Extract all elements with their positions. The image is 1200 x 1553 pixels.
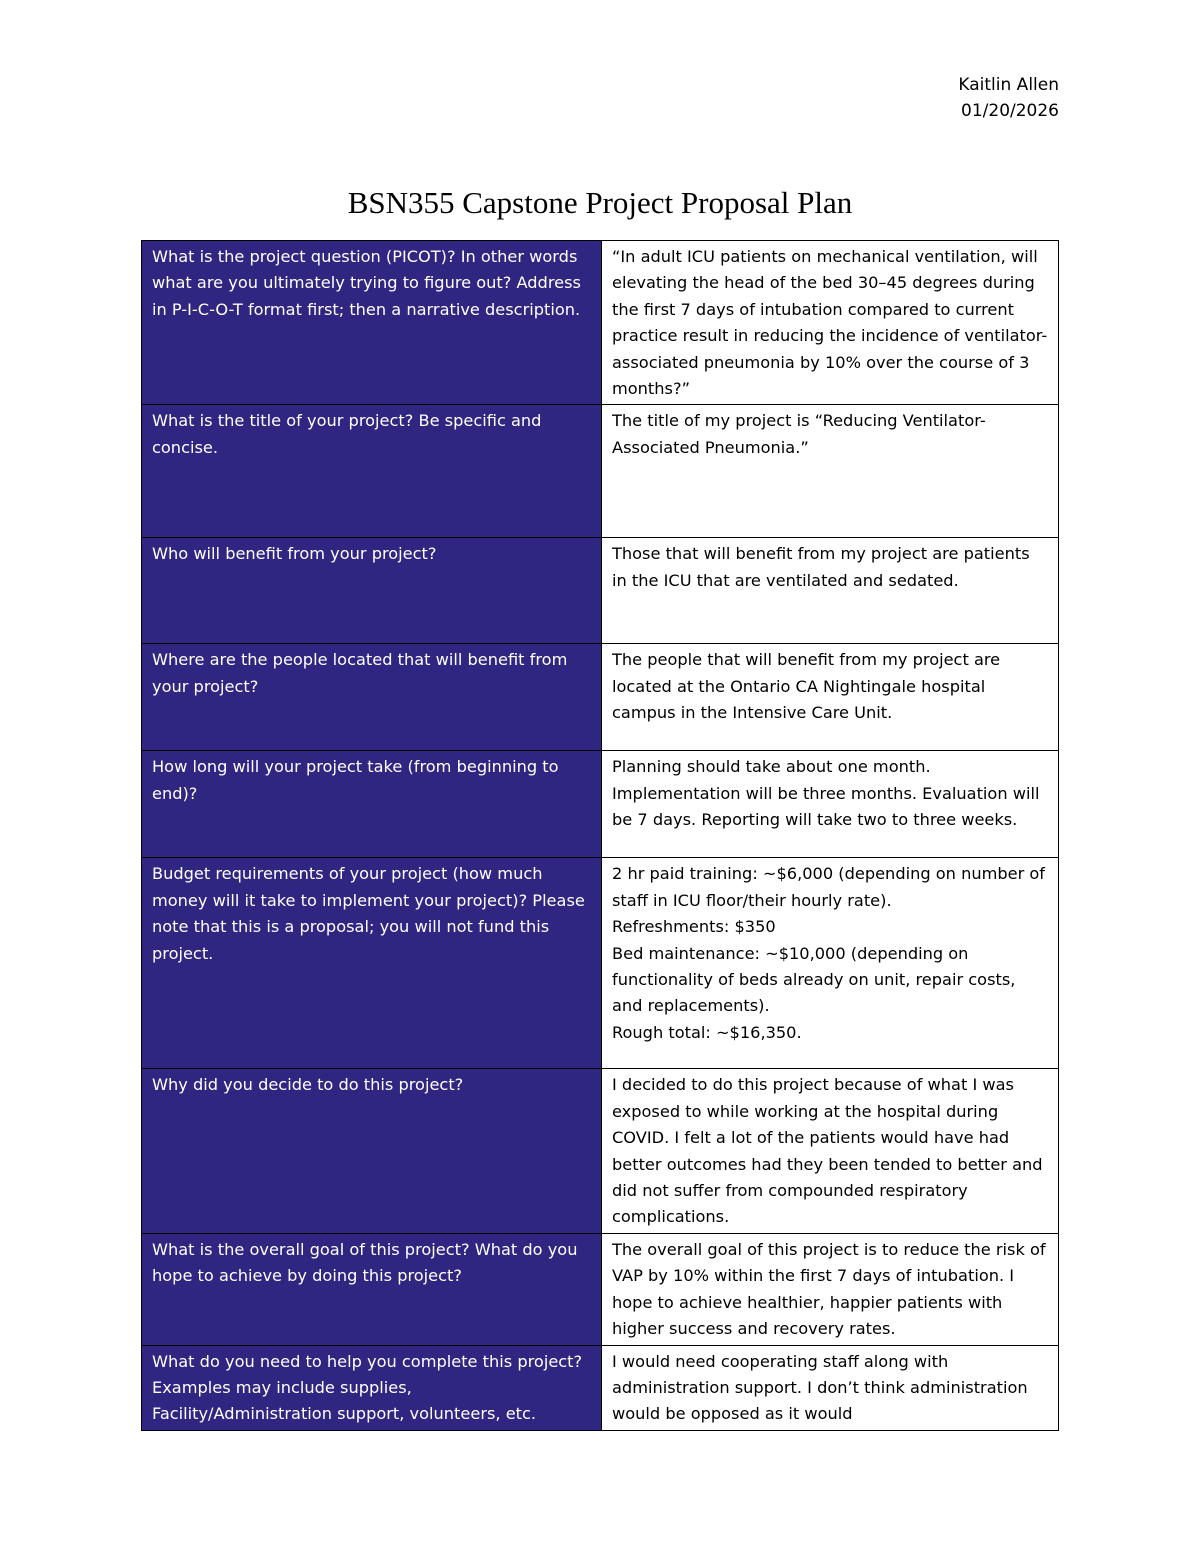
table-row [142,1233,1059,1345]
table-row [142,644,1059,751]
document-title: BSN355 Capstone Project Proposal Plan [347,185,853,220]
author-name: Kaitlin Allen [958,75,1059,95]
table-row [142,1069,1059,1233]
table-row [142,538,1059,644]
table-row [142,1345,1059,1430]
answer-cell: The people that will benefit from my project are located at the Ontario CA Nightingale hospital campus in the Intensive Care Unit. [602,644,1059,751]
question-cell: Budget requirements of your project (how much money will it take to implement your project)? Please note that this is a proposal; you will not fund this project. [142,858,602,1069]
answer-cell: “In adult ICU patients on mechanical ventilation, will elevating the head of the bed 30–45 degrees during the first 7 days of intubation compared to current practice result in reducing the incidence of ventilator-associated pneumonia by 10% over the course of 3 months?” [602,241,1059,405]
answer-cell: I would need cooperating staff along with administration support. I don’t think administration would be opposed as it would [602,1345,1059,1430]
document-date: 01/20/2026 [961,101,1059,121]
question-cell: Where are the people located that will benefit from your project? [142,644,602,751]
question-cell: What is the project question (PICOT)? In other words what are you ultimately trying to figure out? Address in P-I-C-O-T format first; then a narrative description. [142,241,602,405]
table-row [142,405,1059,538]
table-row [142,858,1059,1069]
question-cell: What is the overall goal of this project? What do you hope to achieve by doing this project? [142,1233,602,1345]
question-cell: What is the title of your project? Be specific and concise. [142,405,602,538]
author-header [958,72,1059,124]
answer-cell: The title of my project is “Reducing Ventilator-Associated Pneumonia.” [602,405,1059,538]
answer-cell: Planning should take about one month. Implementation will be three months. Evaluation will be 7 days. Reporting will take two to three weeks. [602,751,1059,858]
table-row [142,241,1059,405]
question-cell: Who will benefit from your project? [142,538,602,644]
answer-cell: I decided to do this project because of what I was exposed to while working at the hospital during COVID. I felt a lot of the patients would have had better outcomes had they been tended to better and did not suffer from compounded respiratory complications. [602,1069,1059,1233]
answer-cell: The overall goal of this project is to reduce the risk of VAP by 10% within the first 7 days of intubation. I hope to achieve healthier, happier patients with higher success and recovery rates. [602,1233,1059,1345]
question-cell: Why did you decide to do this project? [142,1069,602,1233]
answer-cell: Those that will benefit from my project are patients in the ICU that are ventilated and sedated. [602,538,1059,644]
answer-cell: 2 hr paid training: ~$6,000 (depending on number of staff in ICU floor/their hourly rate). Refreshments: $350 Bed maintenance: ~$10,000 (depending on functionality of beds already on unit, repair costs, and replacements). Rough total: ~$16,350. [602,858,1059,1069]
question-cell: What do you need to help you complete this project? Examples may include supplies, Facility/Administration support, volunteers, etc. [142,1345,602,1430]
proposal-table [141,240,1059,1431]
table-row [142,751,1059,858]
question-cell: How long will your project take (from beginning to end)? [142,751,602,858]
